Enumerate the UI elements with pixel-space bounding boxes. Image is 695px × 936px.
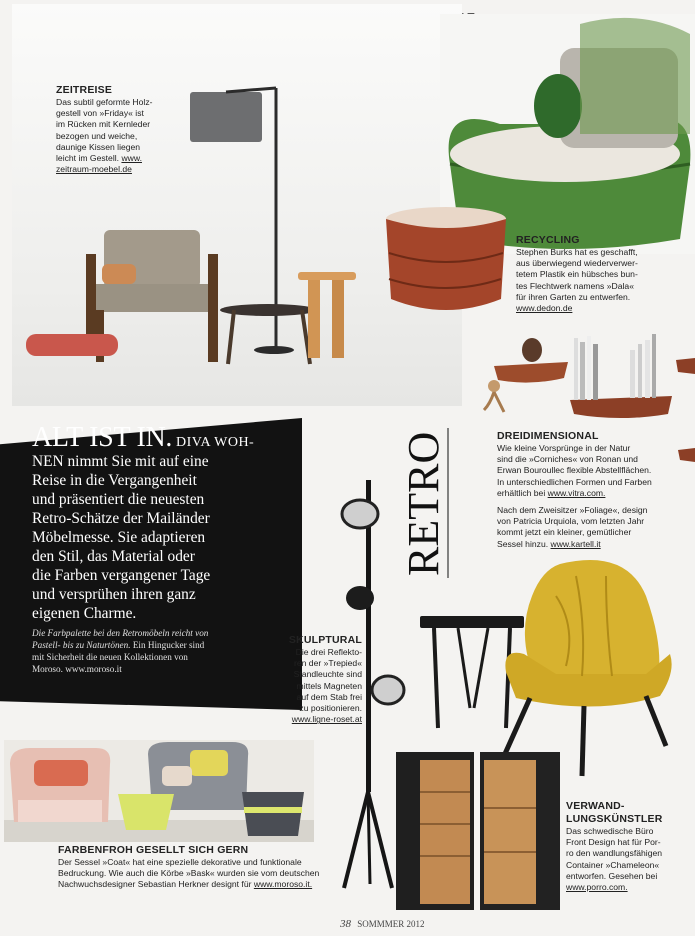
page-number: 38: [340, 918, 351, 930]
intro-sub-text: mit Sicherheit die neuen Kollektionen von: [32, 652, 188, 662]
retro-word: RETRO: [399, 431, 448, 576]
intro-line: den Stil, das Material oder: [32, 548, 195, 565]
ligne-roset-link[interactable]: www.ligne-roset.at: [291, 714, 362, 725]
skulptural-line: mittels Magneten: [296, 680, 362, 691]
intro-line: die Farben vergangener Tage: [32, 567, 211, 584]
intro-line: eigenen Charme.: [32, 605, 137, 622]
dreidimensional-line: Wie kleine Vorsprünge in der Natur: [497, 443, 631, 453]
moroso-link[interactable]: www.moroso.it: [65, 664, 122, 674]
skulptural-line: zu positionieren.: [299, 703, 362, 714]
farbenfroh-line: Nachwuchsdesigner Sebastian Herkner designt für: [58, 879, 252, 890]
recycling-caption: [516, 234, 694, 314]
verwandlung-title-1: VERWAND-: [566, 800, 625, 812]
recycling-link[interactable]: www.dedon.de: [516, 303, 573, 314]
skulptural-caption: [276, 634, 362, 725]
zeitreise-line: leicht im Gestell.: [56, 153, 120, 164]
intro-line: und versprühen ihren ganz: [32, 586, 196, 603]
dreidimensional-line: sind die »Corniches« von Ronan und: [497, 454, 638, 465]
verwandlung-line: ro den wandlungsfähigen: [566, 848, 663, 859]
farbenfroh-caption: [58, 844, 358, 891]
zeitreise-caption: [56, 84, 174, 175]
zeitreise-line: Das subtil geformte Holz-: [56, 97, 153, 107]
intro-lead: DIVA WOH-: [175, 435, 255, 450]
intro-headline: ALT IST IN.: [32, 422, 173, 453]
moroso-link-2[interactable]: www.moroso.it.: [253, 879, 313, 890]
intro-subtext: [32, 627, 290, 675]
skulptural-line: ren der »Trepied«: [294, 658, 362, 669]
zeitreise-title: ZEITREISE: [56, 84, 113, 96]
recycling-title: RECYCLING: [516, 234, 580, 246]
intro-sub-italic: Die Farbpalette bei den Retromöbeln reicht von: [32, 628, 209, 638]
zeitreise-line: im Rücken mit Kernleder: [56, 119, 151, 130]
zeitreise-line: daunige Kissen liegen: [56, 141, 141, 152]
foliage-line: von Patricia Urquiola, vom letzten Jahr: [497, 516, 645, 527]
verwandlung-line: entworfen. Gesehen bei: [566, 870, 658, 881]
intro-line: Möbelmesse. Sie adaptieren: [32, 529, 206, 546]
intro-text: [32, 422, 290, 675]
coat-armchairs-photo: [4, 740, 314, 842]
page-footer: [340, 918, 425, 930]
zeitreise-link[interactable]: zeitraum-moebel.de: [56, 164, 132, 175]
zeitreise-line: gestell von »Friday« ist: [56, 108, 144, 119]
verwandlung-title-2: LUNGSKÜNSTLER: [566, 813, 663, 825]
skulptural-line: Standleuchte sind: [293, 669, 362, 680]
zeitreise-link-part1[interactable]: www.: [121, 153, 142, 164]
intro-line: Reise in die Vergangenheit: [32, 472, 197, 489]
dreidimensional-line: erhältlich bei: [497, 487, 546, 498]
foliage-line: Nach dem Zweisitzer »Foliage«, design: [497, 505, 648, 516]
kartell-link[interactable]: www.kartell.it: [550, 538, 601, 549]
dreidimensional-caption: [497, 430, 693, 550]
intro-sub-text: Moroso.: [32, 664, 63, 674]
farbenfroh-line: Bedruckung. Wie auch die Körbe »Bask« wurden sie vom deutschen: [58, 868, 320, 879]
dreidimensional-line: Erwan Bouroullec flexible Abstellflächen.: [497, 465, 652, 476]
intro-line: NEN nimmt Sie mit auf eine: [32, 453, 209, 470]
recycling-line: für ihren Garten zu entwerfen.: [516, 291, 631, 302]
skulptural-line: auf dem Stab frei: [296, 691, 362, 702]
zeitreise-line: bezogen und weiche,: [56, 130, 138, 141]
recycling-line: tes Flechtwerk namens »Dala«: [516, 280, 634, 291]
foliage-line: kommt jetzt ein kleiner, gemütlicher: [497, 527, 632, 538]
skulptural-title: SKULPTURAL: [288, 634, 362, 646]
farbenfroh-title: FARBENFROH GESELLT SICH GERN: [58, 844, 249, 856]
foliage-armchair-photo: [496, 556, 676, 780]
dala-stool-photo: [383, 203, 509, 315]
farbenfroh-line: Der Sessel »Coat« hat eine spezielle dekorative und funktionale: [58, 857, 302, 867]
intro-line: und präsentiert die neuesten: [32, 491, 205, 508]
intro-sub-text: Ein Hingucker sind: [132, 640, 205, 650]
verwandlung-caption: [566, 800, 692, 893]
skulptural-line: Die drei Reflekto-: [295, 647, 362, 657]
dreidimensional-title: DREIDIMENSIONAL: [497, 430, 599, 442]
issue-label: SOMMMER 2012: [357, 919, 425, 929]
foliage-line: Sessel hinzu.: [497, 538, 549, 549]
dreidimensional-line: In unterschiedlichen Formen und Farben: [497, 476, 652, 487]
intro-line: Retro-Schätze der Mailänder: [32, 510, 210, 527]
recycling-line: tetem Plastik ein hübsches bun-: [516, 269, 638, 280]
porro-link[interactable]: www.porro.com.: [566, 882, 628, 893]
verwandlung-line: Das schwedische Büro: [566, 826, 654, 836]
intro-sub-italic: Pastell- bis zu Naturtönen.: [32, 640, 131, 650]
chameleon-container-photo: [396, 752, 560, 914]
recycling-line: aus überwiegend wiederverwer-: [516, 258, 638, 269]
vitra-link[interactable]: www.vitra.com.: [547, 487, 606, 498]
recycling-line: Stephen Burks hat es geschafft,: [516, 247, 638, 257]
verwandlung-line: Front Design hat für Por-: [566, 837, 661, 848]
verwandlung-line: Container »Chameleon«: [566, 859, 660, 870]
